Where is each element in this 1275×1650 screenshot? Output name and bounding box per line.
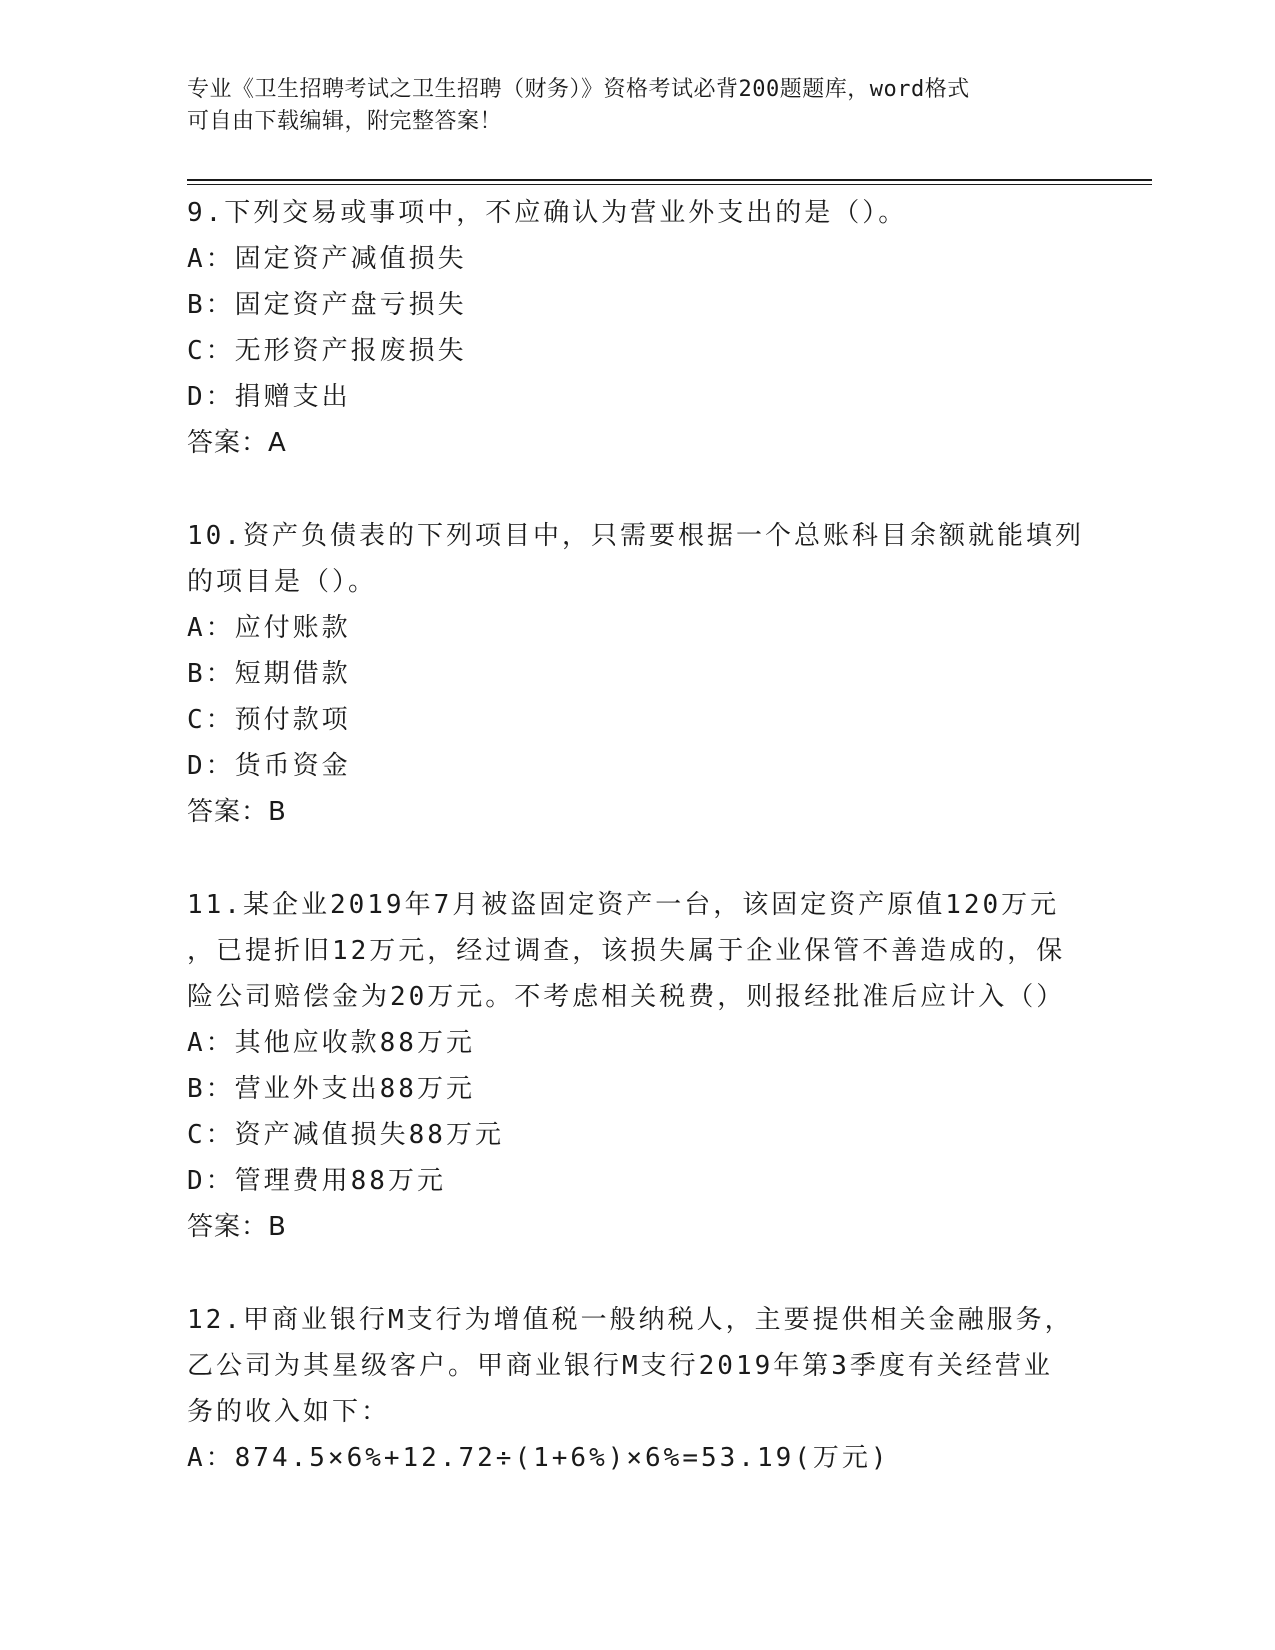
header-line-1: 专业《卫生招聘考试之卫生招聘（财务）》资格考试必背200题题库，word格式 [187,77,970,102]
header-rule-thin [187,184,1152,185]
question-text: 乙公司为其星级客户。甲商业银行M支行2019年第3季度有关经营业 [187,1351,1053,1381]
option-c: C：预付款项 [187,705,351,735]
question-text: 务的收入如下： [187,1397,391,1427]
option-c: C：无形资产报废损失 [187,336,467,366]
option-a: A：固定资产减值损失 [187,244,467,274]
question-11 [187,882,1077,1250]
question-text: 9.下列交易或事项中，不应确认为营业外支出的是（）。 [187,198,908,228]
spacer [187,466,1077,513]
answer: 答案：B [187,797,287,827]
question-text: 10.资产负债表的下列项目中，只需要根据一个总账科目余额就能填列 [187,521,1084,551]
option-a: A：874.5×6%+12.72÷(1+6%)×6%=53.19(万元) [187,1443,890,1473]
question-10 [187,513,1084,835]
option-a: A：应付账款 [187,613,351,643]
question-text: 险公司赔偿金为20万元。不考虑相关税费，则报经批准后应计入（） [187,982,1066,1012]
question-text: ，已提折旧12万元，经过调查，该损失属于企业保管不善造成的，保 [187,936,1066,966]
header-line-2: 可自由下载编辑，附完整答案！ [187,109,503,134]
question-text: 11.某企业2019年7月被盗固定资产一台，该固定资产原值120万元 [187,890,1060,920]
option-d: D：捐赠支出 [187,382,351,412]
option-a: A：其他应收款88万元 [187,1028,475,1058]
question-12 [187,1297,1077,1481]
question-list [187,190,1084,1481]
option-b: B：短期借款 [187,659,351,689]
question-text: 的项目是（）。 [187,567,378,597]
spacer [187,835,1077,882]
document-header [187,74,1067,138]
spacer [187,1250,1077,1297]
answer: 答案：B [187,1212,287,1242]
option-c: C：资产减值损失88万元 [187,1120,504,1150]
option-d: D：管理费用88万元 [187,1166,446,1196]
option-d: D：货币资金 [187,751,351,781]
answer: 答案：A [187,428,287,458]
option-b: B：营业外支出88万元 [187,1074,475,1104]
option-b: B：固定资产盘亏损失 [187,290,467,320]
header-rule-thick [187,179,1152,181]
question-9 [187,190,1077,466]
question-text: 12.甲商业银行M支行为增值税一般纳税人，主要提供相关金融服务， [187,1305,1074,1335]
